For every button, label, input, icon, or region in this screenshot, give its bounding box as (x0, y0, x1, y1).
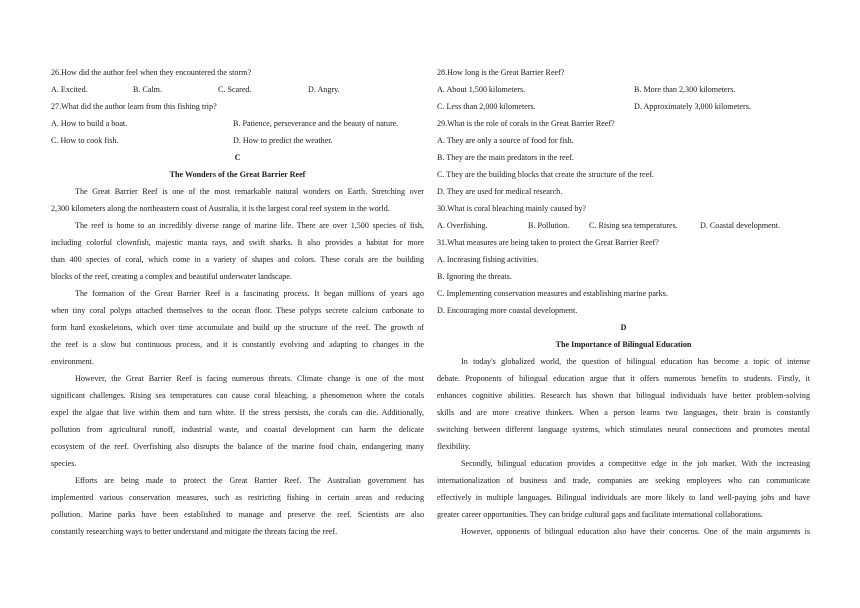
text-line: form hard exoskeletons, which over time accumulate and build up the structure of the reef. The growth of (51, 323, 424, 332)
option-b: B. Patience, perseverance and the beauty of nature. (233, 119, 399, 128)
option-c: C. How to cook fish. (51, 136, 119, 145)
text-line: effectively in multiple languages. Bilingual individuals are more likely to land well-paying jobs and have (437, 493, 810, 502)
option-d: D. Encouraging more coastal development. (437, 306, 578, 315)
option-b: B. More than 2,300 kilometers. (634, 85, 736, 94)
text-line: pollution. Marine parks have been established to manage and preserve the reef. Scientists are also (51, 510, 424, 519)
text-line: switching between different language systems, which stimulates neural connections and promotes mental (437, 425, 810, 434)
left-column (51, 64, 424, 540)
option-b: B. Pollution. (528, 221, 570, 230)
question-31-stem: 31.What measures are being taken to protect the Great Barrier Reef? (437, 238, 659, 247)
text-line: The formation of the Great Barrier Reef is a fascinating process. It began millions of years ago (75, 289, 424, 298)
option-a: A. Increasing fishing activities. (437, 255, 539, 264)
section-letter: C (234, 153, 241, 162)
text-line: Efforts are being made to protect the Great Barrier Reef. The Australian government has (75, 476, 424, 485)
text-line: significant challenges. Rising sea temperatures can cause coral bleaching, a phenomenon where the corals (51, 391, 424, 400)
question-28-options-row2 (437, 98, 810, 115)
text-line: 2,300 kilometers along the northeastern coast of Australia, it is the largest coral reef system in the world. (51, 204, 390, 213)
text-line: internationalization of business and trade, companies are seeking employees who can communicate (437, 476, 810, 485)
text-line: ecosystem of the reef. Overfishing also disrupts the balance of the marine food chain, endangering many (51, 442, 424, 451)
option-a: A. Excited. (51, 85, 88, 94)
option-c: C. Implementing conservation measures and establishing marine parks. (437, 289, 668, 298)
text-line: species. (51, 459, 77, 468)
option-c: C. Rising sea temperatures. (589, 221, 678, 230)
text-line: The Great Barrier Reef is one of the most remarkable natural wonders on Earth. Stretching over (75, 187, 424, 196)
option-a: A. About 1,500 kilometers. (437, 85, 526, 94)
passage-title: The Importance of Bilingual Education (555, 340, 692, 349)
text-line: flexibility. (437, 442, 471, 451)
text-line: enhances cognitive abilities. Research has shown that bilingual individuals have better problem-solving (437, 391, 810, 400)
text-line: Secondly, bilingual education provides a competitive edge in the job market. With the increasing (461, 459, 810, 468)
text-line: debate. Proponents of bilingual education argue that it offers numerous benefits to students. Firstly, it (437, 374, 810, 383)
option-b: B. Ignoring the threats. (437, 272, 512, 281)
option-c: C. They are the building blocks that create the structure of the reef. (437, 170, 654, 179)
question-27-options-row2 (51, 132, 424, 149)
question-27-stem: 27.What did the author learn from this fishing trip? (51, 102, 217, 111)
option-a: A. Overfishing. (437, 221, 488, 230)
text-line: environment. (51, 357, 94, 366)
text-line: However, the Great Barrier Reef is facing numerous threats. Climate change is one of the most (75, 374, 424, 383)
option-d: D. Angry. (308, 85, 340, 94)
passage-paragraph (51, 183, 424, 217)
question-27-options-row1 (51, 115, 424, 132)
option-a: A. They are only a source of food for fish. (437, 136, 574, 145)
text-line: skills and are more creative thinkers. When a person learns two languages, their brain is constantly (437, 408, 810, 417)
option-c: C. Scared. (218, 85, 252, 94)
passage-paragraph (51, 217, 424, 285)
passage-paragraph (51, 472, 424, 540)
text-line: than 400 species of coral, which come in a variety of shapes and colors. These corals are the building (51, 255, 424, 264)
question-30-stem: 30.What is coral bleaching mainly caused by? (437, 204, 587, 213)
section-letter: D (620, 323, 627, 332)
passage-title: The Wonders of the Great Barrier Reef (169, 170, 306, 179)
option-d: D. Approximately 3,000 kilometers. (634, 102, 751, 111)
text-line: constantly researching ways to better understand and mitigate the threats facing the reef. (51, 527, 338, 536)
option-b: B. They are the main predators in the reef. (437, 153, 574, 162)
option-a: A. How to build a boat. (51, 119, 128, 128)
option-d: D. They are used for medical research. (437, 187, 563, 196)
question-30-options (437, 217, 810, 234)
text-line: The reef is home to an incredibly diverse range of marine life. There are over 1,500 species of fish, (75, 221, 424, 230)
text-line: including colorful clownfish, majestic manta rays, and swift sharks. It also provides a habitat for more (51, 238, 424, 247)
text-line: blocks of the reef, creating a complex and beautiful underwater landscape. (51, 272, 292, 281)
right-column (437, 64, 810, 540)
question-29-stem: 29.What is the role of corals in the Great Barrier Reef? (437, 119, 615, 128)
option-d: D. How to predict the weather. (233, 136, 333, 145)
question-26-stem: 26.How did the author feel when they encountered the storm? (51, 68, 252, 77)
text-line: However, opponents of bilingual education also have their concerns. One of the main arguments is (461, 527, 810, 536)
text-line: when tiny coral polyps attached themselves to the ocean floor. These polyps secrete calcium carbonate to (51, 306, 424, 315)
passage-paragraph (437, 353, 810, 455)
passage-paragraph (51, 370, 424, 472)
text-line: the reef is a slow but continuous process, and it is constantly evolving and adapting to changes in the (51, 340, 424, 349)
passage-paragraph (51, 285, 424, 370)
text-line: In today's globalized world, the question of bilingual education has become a topic of intense (461, 357, 810, 366)
option-d: D. Coastal development. (700, 221, 781, 230)
passage-paragraph (437, 455, 810, 523)
text-line: expel the algae that live within them and turn white. If the stress persists, the corals can die. Additionally, (51, 408, 424, 417)
question-26-options (51, 81, 424, 98)
text-line: pollution from agricultural runoff, industrial waste, and coastal development can harm the delicate (51, 425, 424, 434)
question-28-options-row1 (437, 81, 810, 98)
option-b: B. Calm. (133, 85, 163, 94)
question-28-stem: 28.How long is the Great Barrier Reef? (437, 68, 565, 77)
option-c: C. Less than 2,000 kilometers. (437, 102, 536, 111)
text-line: greater career opportunities. They can bridge cultural gaps and facilitate international collaborations. (437, 510, 763, 519)
text-line: implemented various conservation measures, such as restricting fishing in certain areas and reducing (51, 493, 424, 502)
passage-paragraph (437, 523, 810, 540)
